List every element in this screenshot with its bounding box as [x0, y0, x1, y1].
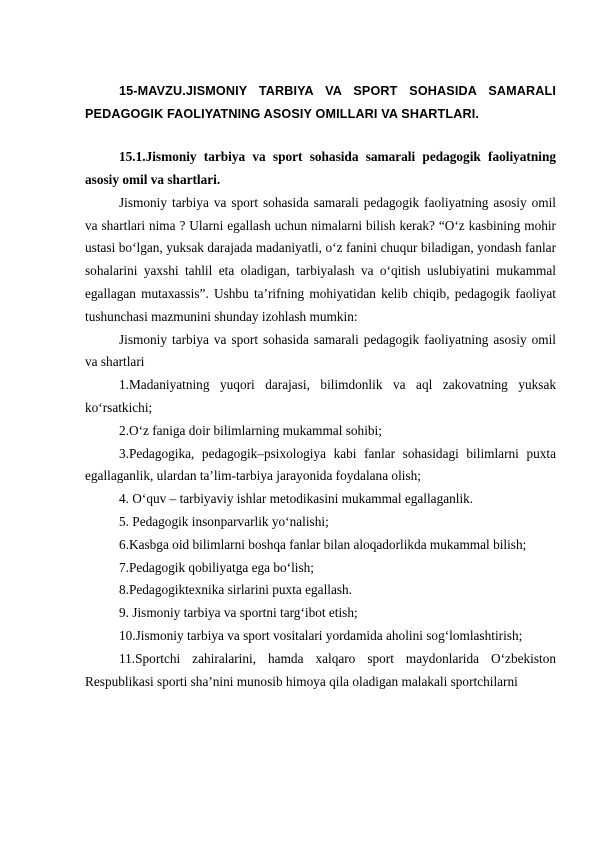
section-heading: 15.1.Jismoniy tarbiya va sport sohasida samarali pedagogik faoliyatning asosiy omil va shartlari.: [85, 149, 556, 187]
list-item: 2.O‘z faniga doir bilimlarning mukammal sohibi;: [119, 422, 382, 438]
list-item: 3.Pedagogika, pedagogik–psixologiya kabi fanlar sohasidagi bilimlarni puxta egallaganlik, ulardan ta’lim-tarbiya jarayonida foydalana olish;: [85, 445, 556, 484]
list-item: 7.Pedagogik qobiliyatga ega bo‘lish;: [119, 559, 314, 575]
document-title: 15-MAVZU.JISMONIY TARBIYA VA SPORT SOHASIDA SAMARALI PEDAGOGIK FAOLIYATNING ASOSIY OMILLARI VA SHARTLARI.: [85, 84, 556, 121]
list-item: 5. Pedagogik insonparvarlik yo‘nalishi;: [119, 513, 329, 529]
paragraph: Jismoniy tarbiya va sport sohasida samarali pedagogik faoliyatning asosiy omil va shartlari: [85, 331, 556, 370]
list-item: 10.Jismoniy tarbiya va sport vositalari yordamida aholini sog‘lomlashtirish;: [119, 627, 523, 643]
list-item: 11.Sportchi zahiralarini, hamda xalqaro sport maydonlarida O‘zbekiston Respublikasi sporti sha’nini munosib himoya qila oladigan malakali sportchilarni: [85, 650, 556, 689]
list-item: 4. O‘quv – tarbiyaviy ishlar metodikasini mukammal egallaganlik.: [119, 491, 474, 507]
paragraph: Jismoniy tarbiya va sport sohasida samarali pedagogik faoliyatning asosiy omil va shartlari nima ? Ularni egallash uchun nimalarni bilish kerak? “O‘z kasbining mohir ustasi bo‘lgan, yuksak darajada madaniyatli, o‘z fanini chuqur biladigan, yondash fanlar sohalarini yaxshi tahlil eta oladigan, tarbiyalash va o‘qitish uslubiyatini mukammal egallagan mutaxassis”. Ushbu ta’rifning mohiyatidan kelib chiqib, pedagogik faoliyat tushunchasi mazmunini shunday izohlash mumkin:: [85, 194, 556, 324]
list-item: 9. Jismoniy tarbiya va sportni targ‘ibot etish;: [119, 605, 358, 621]
list-item: 1.Madaniyatning yuqori darajasi, bilimdonlik va aql zakovatning yuksak ko‘rsatkichi;: [85, 377, 556, 415]
list-item: 8.Pedagogiktexnika sirlarini puxta egallash.: [119, 582, 353, 598]
document-page: [85, 80, 556, 693]
list-item: 6.Kasbga oid bilimlarni boshqa fanlar bilan aloqadorlikda mukammal bilish;: [119, 536, 527, 552]
